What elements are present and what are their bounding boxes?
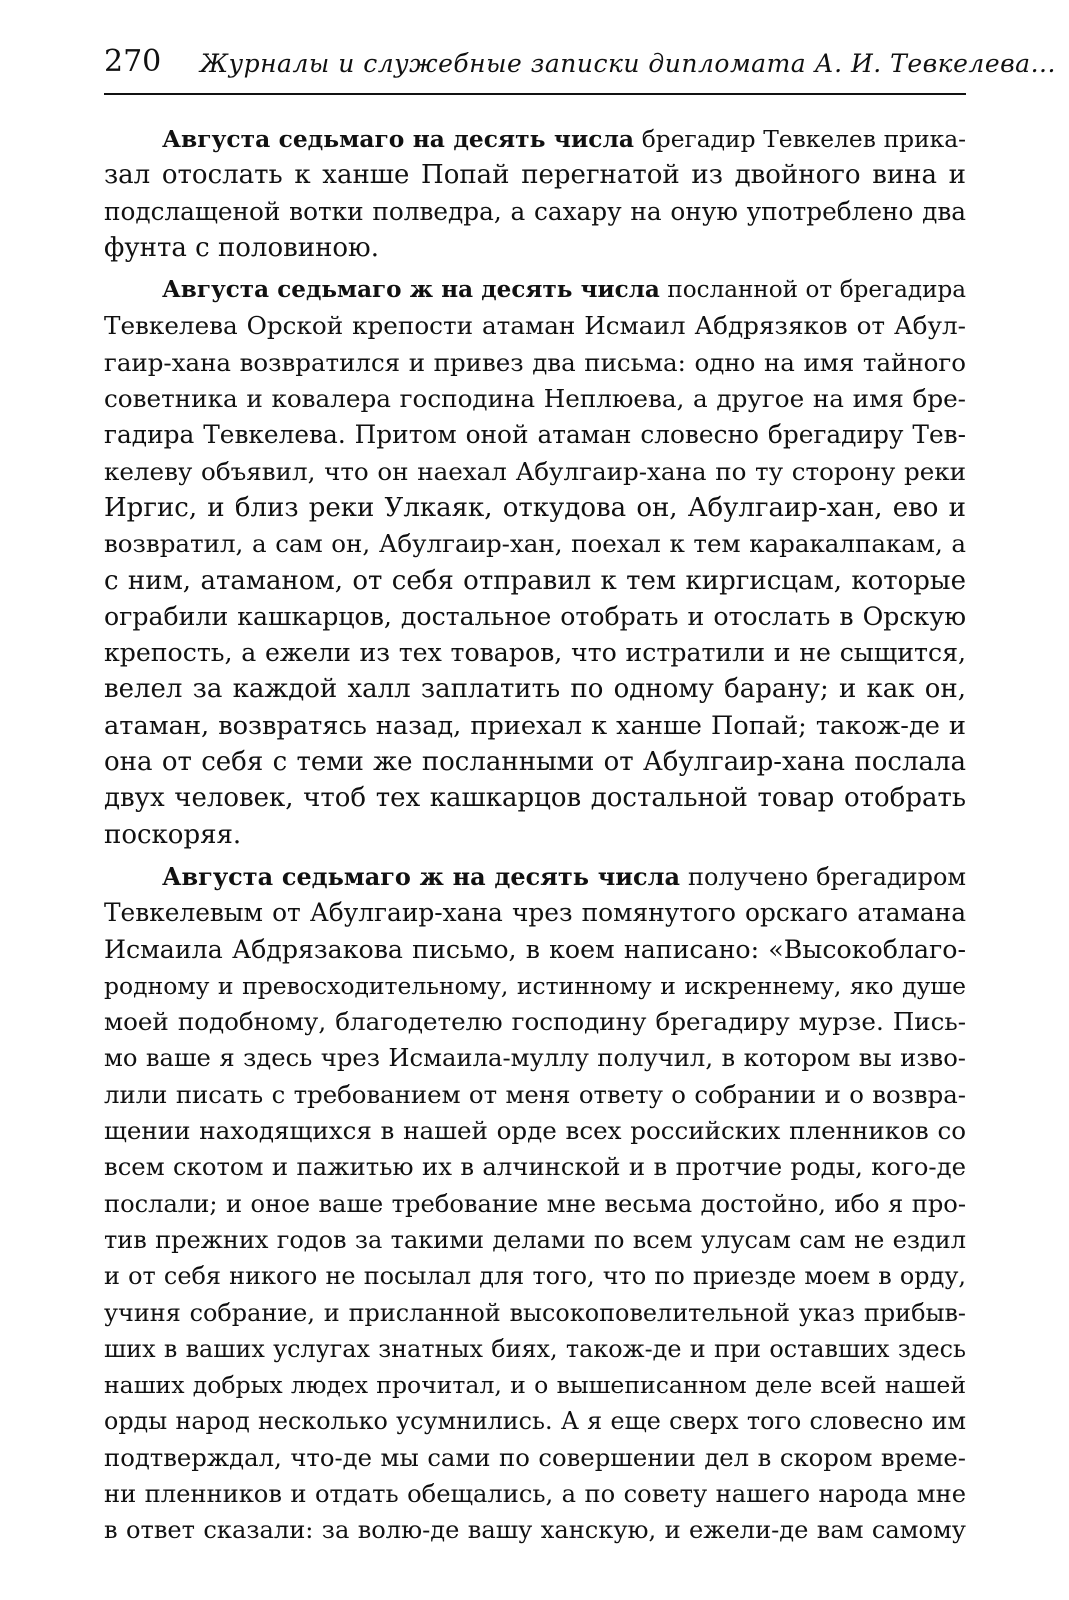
text-line: с ним, атаманом, от себя отправил к тем киргисцам, которые xyxy=(104,565,966,596)
text-line: подслащеной вотки полведра, а сахару на оную употреблено два xyxy=(104,196,966,226)
header-rule xyxy=(104,93,966,95)
text-line: мо ваше я здесь чрез Исмаила-муллу получил, в котором вы изво- xyxy=(104,1043,966,1073)
date-heading: Августа седьмаго ж на десять числа xyxy=(162,276,660,304)
text-line: велел за каждой халл заплатить по одному барану; и как он, xyxy=(104,674,966,705)
text-line: Августа седьмаго на десять числа брегадир Тевкелев прика- xyxy=(162,125,966,153)
paragraph xyxy=(104,272,966,853)
text-line: она от себя с теми же посланными от Абулгаир-хана послала xyxy=(104,747,966,778)
text-line: Исмаила Абдрязакова письмо, в коем написано: «Высокоблаго- xyxy=(104,934,966,964)
text-line: Августа седьмаго ж на десять числа получено брегадиром xyxy=(162,862,966,891)
page-number: 270 xyxy=(104,44,162,79)
text-line: послали; и оное ваше требование мне весьма достойно, ибо я про- xyxy=(104,1189,966,1218)
text-line: родному и превосходительному, истинному и искреннему, яко душе xyxy=(104,971,966,1000)
date-heading: Августа седьмаго на десять числа xyxy=(162,125,635,153)
text-line: учиня собрание, и присланной высокоповелительной указ прибыв- xyxy=(104,1298,966,1327)
text-line: возвратил, а сам он, Абулгаир-хан, поехал к тем каракалпакам, а xyxy=(104,529,966,559)
text-line: атаман, возвратясь назад, приехал к ханше Попай; також-де и xyxy=(104,710,966,741)
text-line: крепость, а ежели из тех товаров, что истратили и не сыщится, xyxy=(104,638,966,668)
text-line: гадира Тевкелева. Притом оной атаман словесно брегадиру Тев- xyxy=(104,420,966,450)
text-line: гаир-хана возвратился и привез два письма: одно на имя тайного xyxy=(104,347,966,377)
text-line: подтверждал, что-де мы сами по совершении дел в скором време- xyxy=(104,1442,966,1472)
text-line: Тевкелевым от Абулгаир-хана чрез помянутого орскаго атамана xyxy=(104,898,966,928)
text-line: моей подобному, благодетелю господину брегадиру мурзе. Пись- xyxy=(104,1007,966,1037)
text-line: двух человек, чтоб тех кашкарцов достальной товар отобрать xyxy=(104,783,966,814)
date-heading: Августа седьмаго ж на десять числа xyxy=(162,862,680,891)
text-line: советника и ковалера господина Неплюева, а другое на имя бре- xyxy=(104,384,966,414)
text-line: фунта с половиною. xyxy=(104,232,379,263)
paragraph xyxy=(104,121,966,266)
text-line: Тевкелева Орской крепости атаман Исмаил Абдрязяков от Абул- xyxy=(104,311,966,341)
text-line: поскоряя. xyxy=(104,819,242,850)
text-line: наших добрых людех прочитал, и о вышеписанном деле всей нашей xyxy=(104,1371,966,1400)
text-line: орды народ несколько усумнились. А я еще сверх того словесно им xyxy=(104,1407,966,1436)
text-line: ни пленников и отдать обещались, а по совету нашего народа мне xyxy=(104,1479,966,1508)
text-line: ограбили кашкарцов, достальное отобрать и отослать в Орскую xyxy=(104,601,966,631)
text-line: Августа седьмаго ж на десять числа посланной от брегадира xyxy=(162,276,966,304)
text-line: зал отослать к ханше Попай перегнатой из двойного вина и xyxy=(104,160,966,191)
body-text xyxy=(104,121,966,1549)
text-line: лили писать с требованием от меня ответу о собрании и о возвра- xyxy=(104,1079,966,1109)
text-line: всем скотом и пажитью их в алчинской и в протчие роды, кого-де xyxy=(104,1152,966,1182)
text-line: келеву объявил, что он наехал Абулгаир-хана по ту сторону реки xyxy=(104,456,966,486)
text-line: тив прежних годов за такими делами по всем улусам сам не ездил xyxy=(104,1225,966,1254)
running-title: Журналы и служебные записки дипломата А. И. Тевкелева... xyxy=(200,49,1056,78)
paragraph xyxy=(104,859,966,1549)
text-line: в ответ сказали: за волю-де вашу ханскую, и ежели-де вам самому xyxy=(104,1516,966,1545)
text-line: ших в ваших услугах знатных биях, також-де и при оставших здесь xyxy=(104,1334,966,1363)
text-line: и от себя никого не посылал для того, что по приезде моем в орду, xyxy=(104,1262,966,1291)
text-line: Иргис, и близ реки Улкаяк, откудова он, Абулгаир-хан, ево и xyxy=(104,492,966,523)
page-header xyxy=(104,44,1056,84)
text-line: щении находящихся в нашей орде всех российских пленников со xyxy=(104,1116,966,1146)
